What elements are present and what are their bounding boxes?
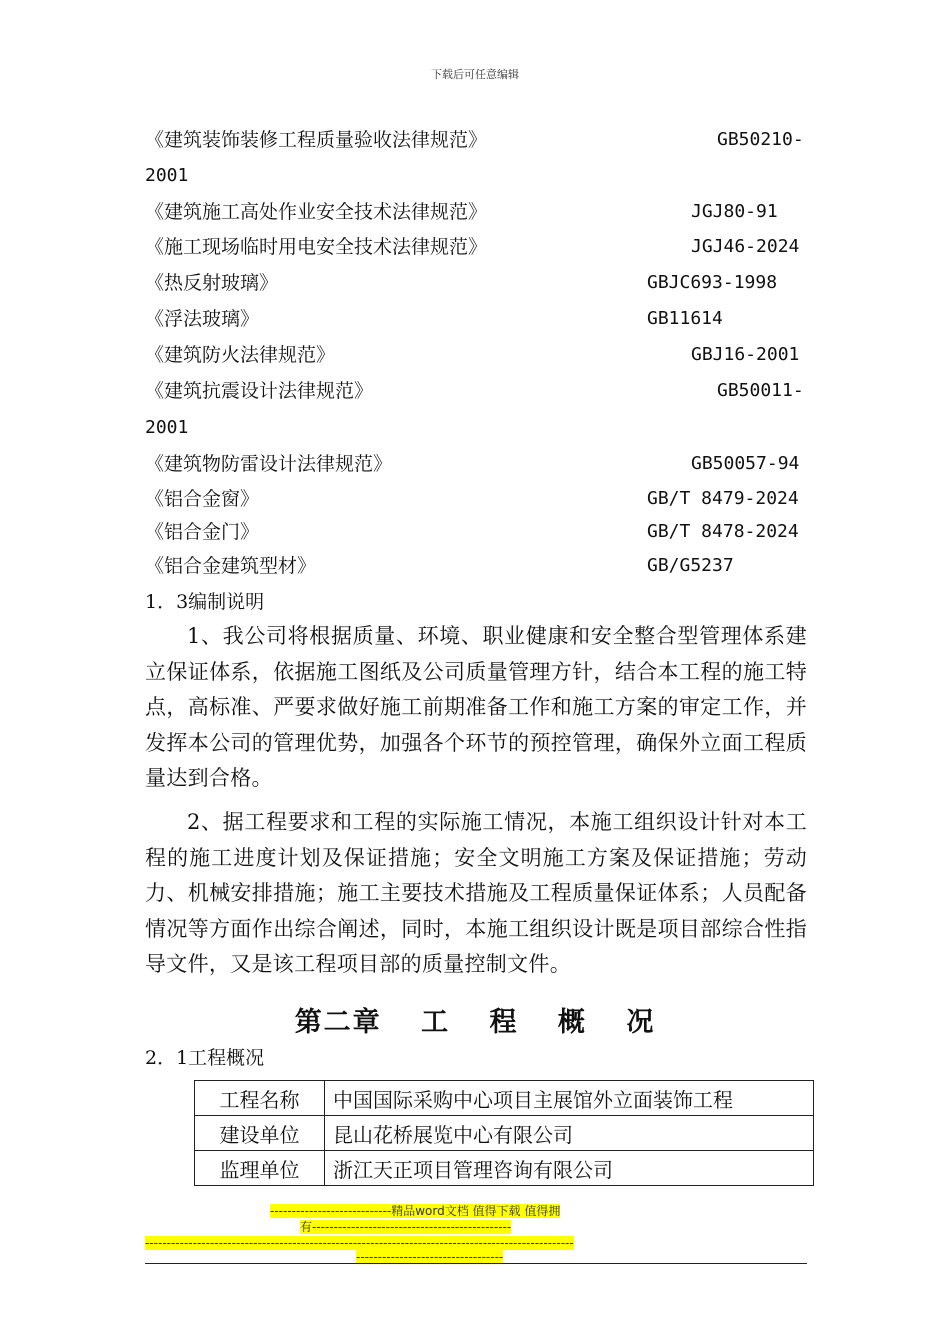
standard-code-wrap: 2001 (145, 165, 189, 186)
body-paragraph: 1、我公司将根据质量、环境、职业健康和安全整合型管理体系建立保证体系，依据施工图纸及公司质量管理方针，结合本工程的施工特点，高标准、严要求做好施工前期准备工作和施工方案的审定工作，并发挥本公司的管理优势，加强各个环节的预控管理，确保外立面工程质量达到合格。 (145, 624, 807, 790)
standard-name: 《铝合金门》 (145, 521, 260, 543)
standard-name: 《铝合金窗》 (145, 488, 260, 510)
standard-row (145, 448, 805, 480)
standard-name: 《铝合金建筑型材》 (145, 555, 317, 577)
table-value: 浙江天正项目管理咨询有限公司 (325, 1151, 814, 1186)
standard-row (145, 303, 805, 335)
standard-code: GBJ16-2001 (691, 344, 800, 365)
standard-code: GBJC693-1998 (647, 272, 778, 293)
standard-name: 《建筑物防雷设计法律规范》 (145, 453, 393, 475)
standard-row (145, 124, 805, 156)
standard-name: 《建筑抗震设计法律规范》 (145, 380, 374, 402)
table-key: 建设单位 (195, 1116, 325, 1151)
standard-name: 《施工现场临时用电安全技术法律规范》 (145, 236, 488, 258)
chapter-title-part: 程 (489, 1007, 519, 1038)
bottom-rule (145, 1263, 807, 1264)
chapter-title-part: 况 (626, 1007, 656, 1038)
standard-row (145, 231, 805, 263)
standard-name: 《浮法玻璃》 (145, 308, 260, 330)
standard-row (145, 196, 805, 228)
standard-row (145, 267, 805, 299)
chapter-title-part: 工 (421, 1007, 451, 1038)
footer-watermark-line: ----------------------------精品word文档 值得下载 值得拥 (270, 1204, 561, 1218)
chapter-title (0, 1000, 950, 1039)
chapter-title-part: 概 (557, 1007, 587, 1038)
standard-name: 《建筑装饰装修工程质量验收法律规范》 (145, 129, 488, 151)
standard-code: GB/T 8478-2024 (647, 521, 799, 542)
body-paragraph: 2、据工程要求和工程的实际施工情况，本施工组织设计针对本工程的施工进度计划及保证措施；安全文明施工方案及保证措施；劳动力、机械安排措施；施工主要技术措施及工程质量保证体系；人员配备情况等方面作出综合阐述，同时，本施工组织设计既是项目部综合性指导文件，又是该工程项目部的质量控制文件。 (145, 810, 807, 976)
table-key: 监理单位 (195, 1151, 325, 1186)
footer-watermark-line: ---------------------------------- (356, 1250, 504, 1264)
table-value: 中国国际采购中心项目主展馆外立面装饰工程 (325, 1081, 814, 1116)
table-key: 工程名称 (195, 1081, 325, 1116)
table-row (195, 1116, 814, 1151)
footer-watermark-line: --------------------------------------------------------------------------------------------------- (145, 1236, 574, 1250)
standard-code: GB50210- (717, 129, 804, 150)
footer-watermark-line: 有---------------------------------------------- (300, 1220, 512, 1234)
table-row (195, 1081, 814, 1116)
standard-row (145, 339, 805, 371)
standard-row (145, 483, 805, 515)
project-info-table (194, 1080, 814, 1186)
standard-code-wrap: 2001 (145, 417, 189, 438)
table-value: 昆山花桥展览中心有限公司 (325, 1116, 814, 1151)
section-heading: 2．1工程概况 (145, 1047, 265, 1069)
chapter-title-part: 第二章 (294, 1007, 382, 1038)
standard-row (145, 516, 805, 548)
header-note: 下载后可任意编辑 (431, 68, 519, 81)
table-row (195, 1151, 814, 1186)
standard-row (145, 550, 805, 582)
standard-code: GB50011- (717, 380, 804, 401)
section-heading: 1．3编制说明 (145, 591, 265, 613)
standard-name: 《建筑施工高处作业安全技术法律规范》 (145, 201, 488, 223)
standard-name: 《建筑防火法律规范》 (145, 344, 336, 366)
standard-code: JGJ46-2024 (691, 236, 800, 257)
standard-code: JGJ80-91 (691, 201, 778, 222)
standard-code: GB50057-94 (691, 453, 800, 474)
standard-name: 《热反射玻璃》 (145, 272, 279, 294)
standard-code: GB/G5237 (647, 555, 734, 576)
standard-row (145, 375, 805, 407)
standard-code: GB11614 (647, 308, 723, 329)
standard-code: GB/T 8479-2024 (647, 488, 799, 509)
